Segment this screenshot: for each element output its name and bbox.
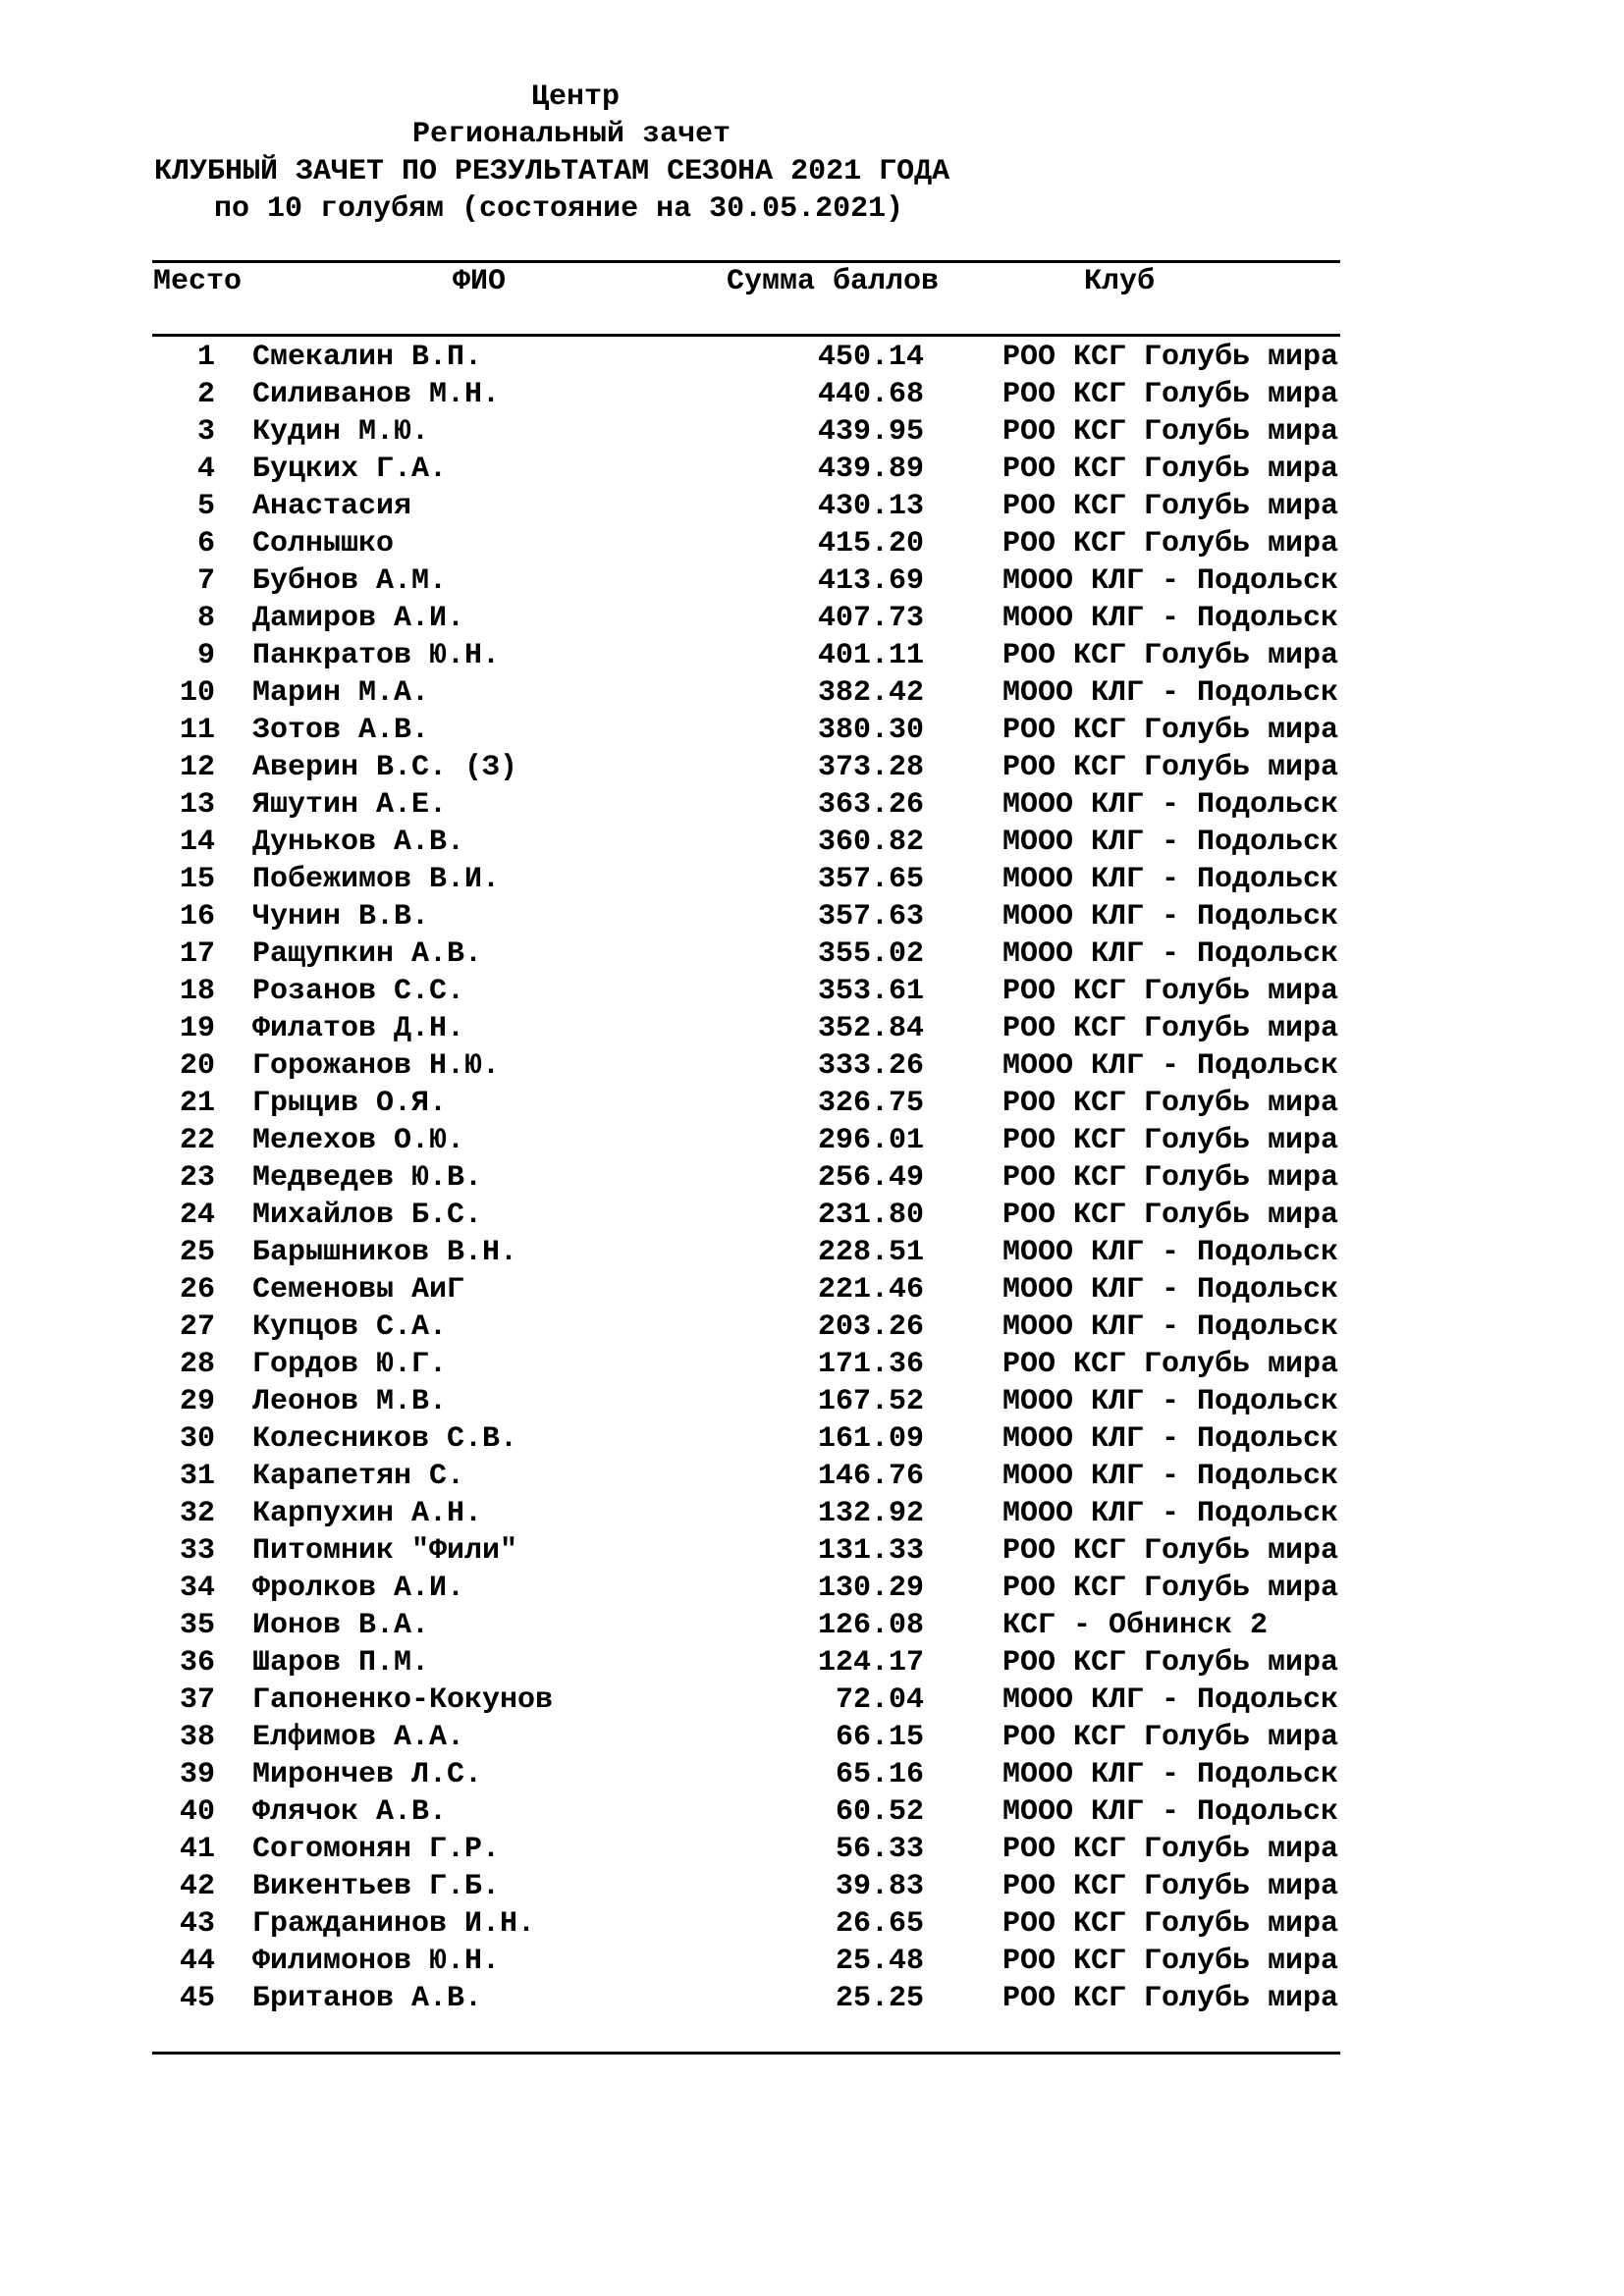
table-row [0, 1682, 1624, 1719]
row-name: Купцов С.А. [252, 1310, 448, 1344]
table-row [0, 637, 1624, 674]
row-place: 32 [179, 1497, 215, 1530]
row-club: РОО КСГ Голубь мира [1002, 453, 1339, 486]
row-place: 14 [179, 826, 215, 859]
table-row [0, 935, 1624, 973]
row-score: 130.29 [817, 1572, 924, 1605]
table-row [0, 1868, 1624, 1905]
row-place: 16 [179, 900, 215, 934]
row-place: 38 [179, 1721, 215, 1754]
row-score: 132.92 [817, 1497, 924, 1530]
row-score: 352.84 [817, 1012, 924, 1045]
row-place: 12 [179, 751, 215, 784]
row-place: 43 [179, 1907, 215, 1941]
row-club: РОО КСГ Голубь мира [1002, 490, 1339, 523]
table-row [0, 898, 1624, 935]
table-row [0, 1607, 1624, 1644]
row-score: 360.82 [817, 826, 924, 859]
row-club: МООО КЛГ - Подольск [1002, 1310, 1339, 1344]
row-club: РОО КСГ Голубь мира [1002, 415, 1339, 449]
table-row [0, 861, 1624, 898]
row-score: 25.25 [835, 1982, 924, 2015]
row-score: 380.30 [817, 714, 924, 747]
row-score: 333.26 [817, 1049, 924, 1083]
row-name: Семеновы АиГ [252, 1273, 465, 1307]
table-row [0, 1570, 1624, 1607]
row-score: 440.68 [817, 378, 924, 411]
row-club: РОО КСГ Голубь мира [1002, 1646, 1339, 1680]
row-score: 221.46 [817, 1273, 924, 1307]
table-row [0, 1793, 1624, 1831]
row-name: Кудин М.Ю. [252, 415, 430, 449]
row-name: Фролков А.И. [252, 1572, 465, 1605]
table-row [0, 562, 1624, 600]
row-place: 45 [179, 1982, 215, 2015]
row-name: Чунин В.В. [252, 900, 430, 934]
row-place: 11 [179, 714, 215, 747]
row-club: РОО КСГ Голубь мира [1002, 1572, 1339, 1605]
row-club: РОО КСГ Голубь мира [1002, 1161, 1339, 1195]
row-club: КСГ - Обнинск 2 [1002, 1609, 1269, 1642]
report-subtitle: по 10 голубям (состояние на 30.05.2021) [214, 192, 904, 226]
row-place: 44 [179, 1945, 215, 1978]
row-club: РОО КСГ Голубь мира [1002, 1833, 1339, 1866]
row-name: Леонов М.В. [252, 1385, 448, 1418]
row-score: 413.69 [817, 564, 924, 598]
row-name: Гражданинов И.Н. [252, 1907, 536, 1941]
row-place: 21 [179, 1087, 215, 1120]
table-row [0, 1346, 1624, 1383]
row-score: 228.51 [817, 1236, 924, 1269]
table-row [0, 1085, 1624, 1122]
row-score: 357.63 [817, 900, 924, 934]
table-row [0, 712, 1624, 749]
row-place: 7 [196, 564, 215, 598]
row-place: 26 [179, 1273, 215, 1307]
row-score: 126.08 [817, 1609, 924, 1642]
row-club: РОО КСГ Голубь мира [1002, 1534, 1339, 1568]
row-score: 256.49 [817, 1161, 924, 1195]
row-club: МООО КЛГ - Подольск [1002, 937, 1339, 971]
row-place: 36 [179, 1646, 215, 1680]
row-place: 24 [179, 1199, 215, 1232]
row-score: 407.73 [817, 602, 924, 635]
row-name: Марин М.А. [252, 676, 430, 710]
row-score: 146.76 [817, 1460, 924, 1493]
table-bottom-rule [152, 2052, 1340, 2055]
row-name: Буцких Г.А. [252, 453, 448, 486]
table-row [0, 1495, 1624, 1532]
header-line-region: Центр [531, 80, 621, 114]
table-row [0, 1420, 1624, 1458]
row-place: 22 [179, 1124, 215, 1157]
row-club: РОО КСГ Голубь мира [1002, 975, 1339, 1008]
row-club: РОО КСГ Голубь мира [1002, 714, 1339, 747]
row-score: 373.28 [817, 751, 924, 784]
table-row [0, 376, 1624, 413]
row-place: 1 [196, 341, 215, 374]
row-score: 355.02 [817, 937, 924, 971]
row-place: 25 [179, 1236, 215, 1269]
row-club: МООО КЛГ - Подольск [1002, 1758, 1339, 1791]
row-score: 124.17 [817, 1646, 924, 1680]
row-score: 382.42 [817, 676, 924, 710]
table-row [0, 525, 1624, 562]
row-club: РОО КСГ Голубь мира [1002, 1348, 1339, 1381]
row-place: 31 [179, 1460, 215, 1493]
row-club: РОО КСГ Голубь мира [1002, 1721, 1339, 1754]
table-row [0, 488, 1624, 525]
table-row [0, 1383, 1624, 1420]
row-club: МООО КЛГ - Подольск [1002, 1795, 1339, 1829]
row-club: РОО КСГ Голубь мира [1002, 1870, 1339, 1903]
row-club: РОО КСГ Голубь мира [1002, 1087, 1339, 1120]
row-score: 439.95 [817, 415, 924, 449]
table-row [0, 749, 1624, 786]
row-place: 40 [179, 1795, 215, 1829]
table-row [0, 786, 1624, 824]
row-name: Побежимов В.И. [252, 863, 501, 896]
row-place: 6 [196, 527, 215, 561]
row-name: Британов А.В. [252, 1982, 483, 2015]
row-place: 35 [179, 1609, 215, 1642]
table-row [0, 1532, 1624, 1570]
table-row [0, 600, 1624, 637]
row-name: Гордов Ю.Г. [252, 1348, 448, 1381]
row-score: 167.52 [817, 1385, 924, 1418]
results-table [0, 339, 1624, 2017]
row-name: Солнышко [252, 527, 395, 561]
row-club: МООО КЛГ - Подольск [1002, 1236, 1339, 1269]
row-score: 430.13 [817, 490, 924, 523]
row-name: Ионов В.А. [252, 1609, 430, 1642]
row-name: Мелехов О.Ю. [252, 1124, 465, 1157]
row-name: Михайлов Б.С. [252, 1199, 483, 1232]
row-name: Аверин В.С. (З) [252, 751, 518, 784]
row-place: 23 [179, 1161, 215, 1195]
row-name: Викентьев Г.Б. [252, 1870, 501, 1903]
row-name: Елфимов А.А. [252, 1721, 465, 1754]
row-score: 56.33 [835, 1833, 924, 1866]
row-club: МООО КЛГ - Подольск [1002, 564, 1339, 598]
row-score: 60.52 [835, 1795, 924, 1829]
row-name: Дамиров А.И. [252, 602, 465, 635]
table-row [0, 1234, 1624, 1271]
row-place: 5 [196, 490, 215, 523]
row-name: Филимонов Ю.Н. [252, 1945, 501, 1978]
row-score: 353.61 [817, 975, 924, 1008]
row-score: 65.16 [835, 1758, 924, 1791]
row-name: Панкратов Ю.Н. [252, 639, 501, 672]
row-name: Грыцив О.Я. [252, 1087, 448, 1120]
row-place: 15 [179, 863, 215, 896]
row-score: 357.65 [817, 863, 924, 896]
table-row [0, 1458, 1624, 1495]
row-club: МООО КЛГ - Подольск [1002, 602, 1339, 635]
row-club: РОО КСГ Голубь мира [1002, 341, 1339, 374]
row-score: 231.80 [817, 1199, 924, 1232]
row-name: Силиванов М.Н. [252, 378, 501, 411]
row-club: МООО КЛГ - Подольск [1002, 1497, 1339, 1530]
row-name: Бубнов А.М. [252, 564, 448, 598]
row-name: Гапоненко-Кокунов [252, 1683, 554, 1717]
table-row [0, 973, 1624, 1010]
row-score: 66.15 [835, 1721, 924, 1754]
row-score: 439.89 [817, 453, 924, 486]
row-name: Флячок А.В. [252, 1795, 448, 1829]
row-place: 10 [179, 676, 215, 710]
row-place: 41 [179, 1833, 215, 1866]
row-name: Медведев Ю.В. [252, 1161, 483, 1195]
table-row [0, 824, 1624, 861]
row-club: МООО КЛГ - Подольск [1002, 788, 1339, 822]
row-place: 9 [196, 639, 215, 672]
row-place: 18 [179, 975, 215, 1008]
table-row [0, 1271, 1624, 1308]
row-score: 401.11 [817, 639, 924, 672]
row-club: РОО КСГ Голубь мира [1002, 1012, 1339, 1045]
header-line-scope: Региональный зачет [412, 118, 731, 151]
row-place: 2 [196, 378, 215, 411]
row-name: Зотов А.В. [252, 714, 430, 747]
row-club: МООО КЛГ - Подольск [1002, 826, 1339, 859]
table-row [0, 1905, 1624, 1943]
table-row [0, 674, 1624, 712]
row-place: 30 [179, 1422, 215, 1456]
table-row [0, 339, 1624, 376]
row-score: 171.36 [817, 1348, 924, 1381]
row-place: 4 [196, 453, 215, 486]
row-place: 20 [179, 1049, 215, 1083]
row-score: 363.26 [817, 788, 924, 822]
table-row [0, 1122, 1624, 1159]
row-name: Горожанов Н.Ю. [252, 1049, 501, 1083]
row-place: 37 [179, 1683, 215, 1717]
row-club: МООО КЛГ - Подольск [1002, 1385, 1339, 1418]
row-club: МООО КЛГ - Подольск [1002, 1683, 1339, 1717]
column-header-name: ФИО [453, 265, 507, 298]
row-place: 28 [179, 1348, 215, 1381]
row-club: МООО КЛГ - Подольск [1002, 676, 1339, 710]
column-header-club: Клуб [1084, 265, 1156, 298]
row-club: РОО КСГ Голубь мира [1002, 1907, 1339, 1941]
row-place: 39 [179, 1758, 215, 1791]
row-name: Дуньков А.В. [252, 826, 465, 859]
row-score: 72.04 [835, 1683, 924, 1717]
row-score: 131.33 [817, 1534, 924, 1568]
row-place: 13 [179, 788, 215, 822]
row-club: МООО КЛГ - Подольск [1002, 900, 1339, 934]
table-row [0, 1980, 1624, 2017]
table-row [0, 1719, 1624, 1756]
row-name: Карпухин А.Н. [252, 1497, 483, 1530]
row-club: РОО КСГ Голубь мира [1002, 639, 1339, 672]
row-name: Филатов Д.Н. [252, 1012, 465, 1045]
table-row [0, 1308, 1624, 1346]
row-place: 33 [179, 1534, 215, 1568]
row-club: РОО КСГ Голубь мира [1002, 1982, 1339, 2015]
row-score: 161.09 [817, 1422, 924, 1456]
row-club: МООО КЛГ - Подольск [1002, 1460, 1339, 1493]
row-place: 27 [179, 1310, 215, 1344]
table-header-rule [152, 334, 1340, 337]
row-club: РОО КСГ Голубь мира [1002, 751, 1339, 784]
row-place: 42 [179, 1870, 215, 1903]
table-row [0, 413, 1624, 451]
row-name: Анастасия [252, 490, 412, 523]
row-name: Смекалин В.П. [252, 341, 483, 374]
table-row [0, 1047, 1624, 1085]
row-score: 39.83 [835, 1870, 924, 1903]
table-row [0, 451, 1624, 488]
row-name: Колесников С.В. [252, 1422, 518, 1456]
table-row [0, 1197, 1624, 1234]
table-row [0, 1756, 1624, 1793]
row-name: Барышников В.Н. [252, 1236, 518, 1269]
row-name: Яшутин А.Е. [252, 788, 448, 822]
row-score: 415.20 [817, 527, 924, 561]
row-score: 26.65 [835, 1907, 924, 1941]
row-club: РОО КСГ Голубь мира [1002, 378, 1339, 411]
table-row [0, 1159, 1624, 1197]
row-place: 34 [179, 1572, 215, 1605]
row-club: МООО КЛГ - Подольск [1002, 1422, 1339, 1456]
table-row [0, 1831, 1624, 1868]
row-score: 450.14 [817, 341, 924, 374]
row-score: 25.48 [835, 1945, 924, 1978]
row-name: Розанов С.С. [252, 975, 465, 1008]
row-club: РОО КСГ Голубь мира [1002, 1945, 1339, 1978]
row-score: 326.75 [817, 1087, 924, 1120]
row-place: 3 [196, 415, 215, 449]
column-header-place: Место [153, 265, 243, 298]
row-score: 203.26 [817, 1310, 924, 1344]
row-name: Ращупкин А.В. [252, 937, 483, 971]
table-row [0, 1943, 1624, 1980]
row-name: Шаров П.М. [252, 1646, 430, 1680]
row-club: РОО КСГ Голубь мира [1002, 527, 1339, 561]
row-place: 19 [179, 1012, 215, 1045]
column-header-score: Сумма баллов [727, 265, 940, 298]
row-place: 17 [179, 937, 215, 971]
row-name: Питомник "Фили" [252, 1534, 518, 1568]
row-club: МООО КЛГ - Подольск [1002, 1273, 1339, 1307]
table-row [0, 1010, 1624, 1047]
row-name: Согомонян Г.Р. [252, 1833, 501, 1866]
row-club: РОО КСГ Голубь мира [1002, 1124, 1339, 1157]
row-name: Мирончев Л.С. [252, 1758, 483, 1791]
report-title: КЛУБНЫЙ ЗАЧЕТ ПО РЕЗУЛЬТАТАМ СЕЗОНА 2021 ГОДА [154, 155, 950, 188]
row-place: 29 [179, 1385, 215, 1418]
table-row [0, 1644, 1624, 1682]
row-place: 8 [196, 602, 215, 635]
row-club: МООО КЛГ - Подольск [1002, 863, 1339, 896]
row-score: 296.01 [817, 1124, 924, 1157]
row-club: РОО КСГ Голубь мира [1002, 1199, 1339, 1232]
row-name: Карапетян С. [252, 1460, 465, 1493]
row-club: МООО КЛГ - Подольск [1002, 1049, 1339, 1083]
